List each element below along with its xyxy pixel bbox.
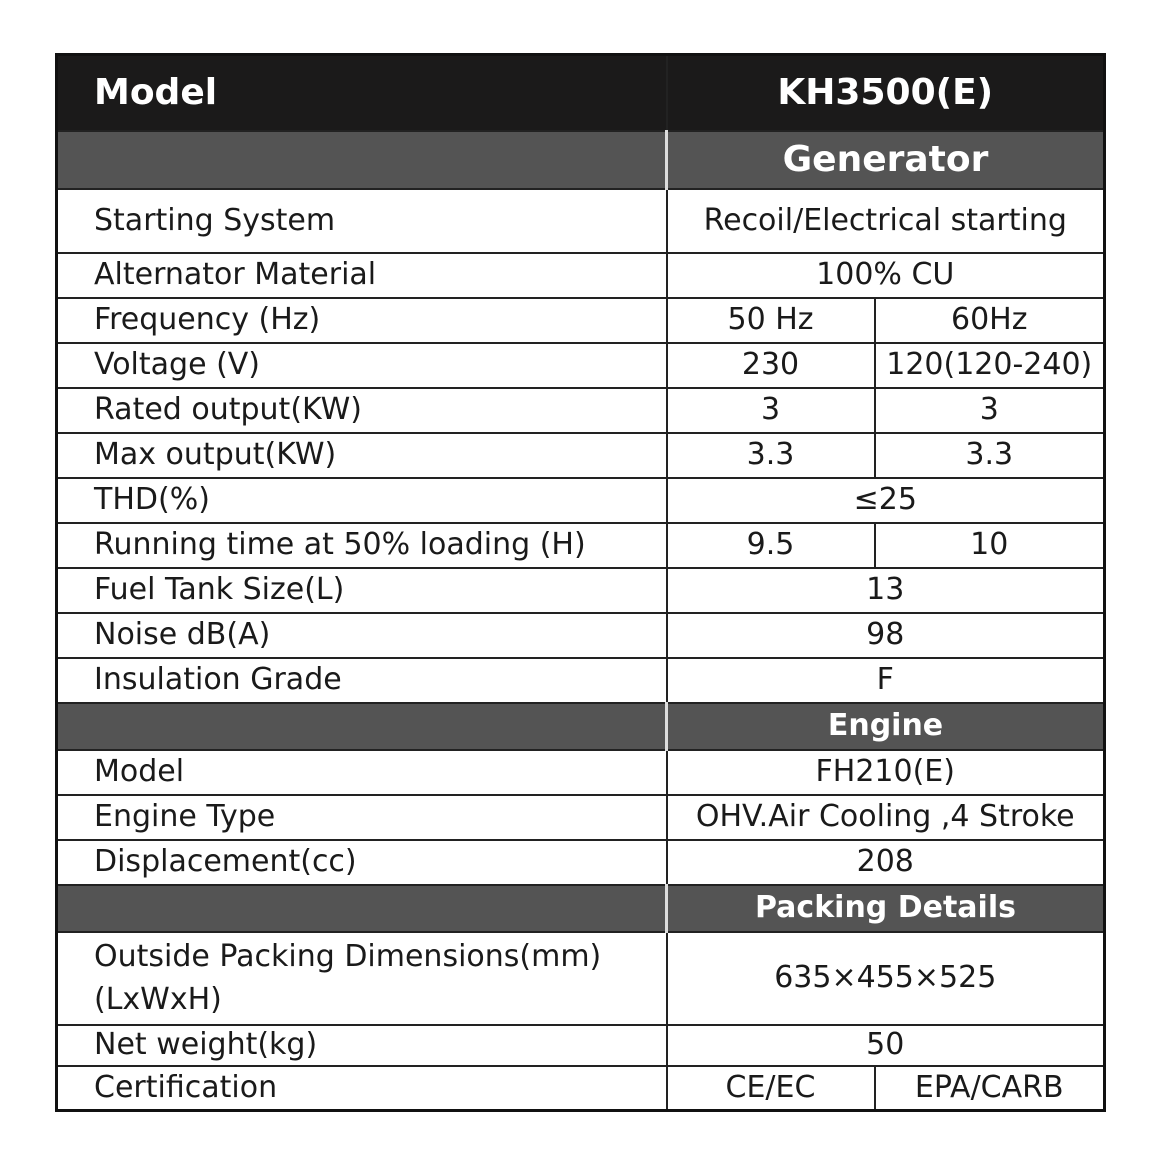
row-value: OHV.Air Cooling ,4 Stroke (667, 795, 1105, 840)
section-blank-cell (57, 131, 667, 189)
table-row (57, 388, 1105, 433)
row-value-60hz: 3 (875, 388, 1105, 433)
row-label-line2: (LxWxH) (94, 982, 222, 1017)
table-row (57, 613, 1105, 658)
row-value: 635×455×525 (667, 932, 1105, 1025)
table-row (57, 750, 1105, 795)
table-row (57, 1025, 1105, 1066)
table-row (57, 932, 1105, 1025)
section-title-engine: Engine (667, 703, 1105, 750)
header-row (57, 55, 1105, 131)
row-value: Recoil/Electrical starting (667, 189, 1105, 253)
row-value-50hz: 9.5 (667, 523, 875, 568)
table-row (57, 343, 1105, 388)
row-label: Voltage (V) (57, 343, 667, 388)
table-row (57, 523, 1105, 568)
row-label: Fuel Tank Size(L) (57, 568, 667, 613)
row-label: Model (57, 750, 667, 795)
row-value-50hz: 50 Hz (667, 298, 875, 343)
row-value-60hz: 60Hz (875, 298, 1105, 343)
row-label: Displacement(cc) (57, 840, 667, 885)
row-label: THD(%) (57, 478, 667, 523)
row-label: Certification (57, 1066, 667, 1111)
table-row (57, 1066, 1105, 1111)
row-value: FH210(E) (667, 750, 1105, 795)
section-generator (57, 131, 1105, 189)
spec-table (55, 53, 1106, 1112)
row-value-60hz: 10 (875, 523, 1105, 568)
row-value: 13 (667, 568, 1105, 613)
row-label: Net weight(kg) (57, 1025, 667, 1066)
row-label-line1: Outside Packing Dimensions(mm) (94, 938, 602, 974)
section-blank-cell (57, 703, 667, 750)
header-model-label: Model (57, 55, 667, 131)
section-packing (57, 885, 1105, 932)
table-row (57, 795, 1105, 840)
row-value-cert-2: EPA/CARB (875, 1066, 1105, 1111)
table-row (57, 298, 1105, 343)
row-value-50hz: 3 (667, 388, 875, 433)
table-row (57, 568, 1105, 613)
row-label: Starting System (57, 189, 667, 253)
table-row (57, 189, 1105, 253)
row-label: Running time at 50% loading (H) (57, 523, 667, 568)
row-label (57, 932, 667, 1025)
table-row (57, 658, 1105, 703)
header-model-value: KH3500(E) (667, 55, 1105, 131)
row-label: Alternator Material (57, 253, 667, 298)
row-label: Rated output(KW) (57, 388, 667, 433)
row-value-cert-1: CE/EC (667, 1066, 875, 1111)
row-label: Engine Type (57, 795, 667, 840)
table-row (57, 478, 1105, 523)
row-value-60hz: 3.3 (875, 433, 1105, 478)
row-value: F (667, 658, 1105, 703)
section-title-generator: Generator (667, 131, 1105, 189)
section-title-packing: Packing Details (667, 885, 1105, 932)
table-row (57, 433, 1105, 478)
row-value: ≤25 (667, 478, 1105, 523)
section-engine (57, 703, 1105, 750)
section-blank-cell (57, 885, 667, 932)
row-label: Insulation Grade (57, 658, 667, 703)
row-value: 50 (667, 1025, 1105, 1066)
row-value-60hz: 120(120-240) (875, 343, 1105, 388)
table-row (57, 253, 1105, 298)
row-value: 98 (667, 613, 1105, 658)
row-label: Noise dB(A) (57, 613, 667, 658)
row-value-50hz: 3.3 (667, 433, 875, 478)
table-row (57, 840, 1105, 885)
row-value: 208 (667, 840, 1105, 885)
row-value: 100% CU (667, 253, 1105, 298)
row-label: Max output(KW) (57, 433, 667, 478)
row-label: Frequency (Hz) (57, 298, 667, 343)
row-value-50hz: 230 (667, 343, 875, 388)
